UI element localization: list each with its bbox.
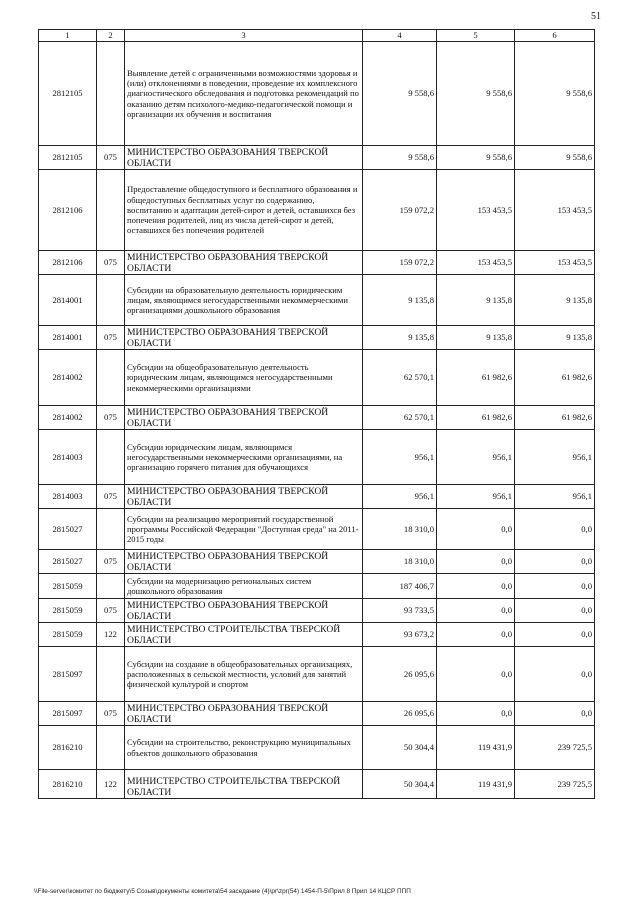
- value-cell: 62 570,1: [363, 406, 437, 430]
- value-cell: 0,0: [437, 574, 515, 599]
- value-cell: 0,0: [515, 509, 595, 550]
- value-cell: 18 310,0: [363, 550, 437, 574]
- value-cell: 9 558,6: [437, 146, 515, 170]
- value-cell: 9 135,8: [363, 275, 437, 326]
- code-cell: 2814001: [39, 326, 97, 350]
- column-header: 5: [437, 30, 515, 42]
- value-cell: 9 135,8: [515, 275, 595, 326]
- value-cell: 0,0: [515, 550, 595, 574]
- value-cell: 9 135,8: [437, 275, 515, 326]
- admin-code-cell: [97, 170, 125, 251]
- code-cell: 2815059: [39, 599, 97, 623]
- value-cell: 159 072,2: [363, 170, 437, 251]
- table-row: [39, 350, 595, 406]
- code-cell: 2816210: [39, 770, 97, 799]
- admin-code-cell: [97, 350, 125, 406]
- table-row: [39, 42, 595, 146]
- value-cell: 61 982,6: [515, 350, 595, 406]
- name-cell: Предоставление общедоступного и бесплатного образования и общедоступных бесплатных услуг по содержанию, воспитанию и адаптации детей-сирот и детей, оставшихся без попечения родителей, лиц из числа детей-сирот и детей, оставшихся без попечения родителей: [125, 170, 363, 251]
- code-cell: 2816210: [39, 726, 97, 770]
- name-cell: МИНИСТЕРСТВО ОБРАЗОВАНИЯ ТВЕРСКОЙ ОБЛАСТИ: [125, 599, 363, 623]
- value-cell: 956,1: [437, 485, 515, 509]
- code-cell: 2812106: [39, 251, 97, 275]
- admin-code-cell: 122: [97, 623, 125, 647]
- column-header: 4: [363, 30, 437, 42]
- code-cell: 2815059: [39, 623, 97, 647]
- value-cell: 9 558,6: [363, 146, 437, 170]
- name-cell: Выявление детей с ограниченными возможностями здоровья и (или) отклонениями в поведении, проведение их комплексного диагностического обследования и подготовка рекомендаций по оказанию детям психолого-медико-педагогической помощи и организации их обучения и воспитания: [125, 42, 363, 146]
- value-cell: 9 135,8: [515, 326, 595, 350]
- code-cell: 2815027: [39, 509, 97, 550]
- value-cell: 153 453,5: [437, 251, 515, 275]
- value-cell: 50 304,4: [363, 770, 437, 799]
- table-row: [39, 623, 595, 647]
- value-cell: 956,1: [363, 485, 437, 509]
- name-cell: МИНИСТЕРСТВО ОБРАЗОВАНИЯ ТВЕРСКОЙ ОБЛАСТИ: [125, 485, 363, 509]
- value-cell: 0,0: [515, 647, 595, 702]
- table-row: [39, 406, 595, 430]
- value-cell: 239 725,5: [515, 726, 595, 770]
- admin-code-cell: [97, 275, 125, 326]
- table-row: [39, 275, 595, 326]
- value-cell: 153 453,5: [515, 170, 595, 251]
- table-row: [39, 509, 595, 550]
- value-cell: 61 982,6: [437, 350, 515, 406]
- name-cell: МИНИСТЕРСТВО ОБРАЗОВАНИЯ ТВЕРСКОЙ ОБЛАСТИ: [125, 251, 363, 275]
- table-row: [39, 647, 595, 702]
- table-row: [39, 430, 595, 485]
- admin-code-cell: [97, 509, 125, 550]
- value-cell: 153 453,5: [515, 251, 595, 275]
- column-header: 3: [125, 30, 363, 42]
- value-cell: 0,0: [437, 702, 515, 726]
- table-row: [39, 574, 595, 599]
- admin-code-cell: [97, 430, 125, 485]
- name-cell: Субсидии на создание в общеобразовательных организациях, расположенных в сельской местности, условий для занятий физической культурой и спортом: [125, 647, 363, 702]
- name-cell: Субсидии юридическим лицам, являющимся негосударственными некоммерческими организациями, на организацию горячего питания для обучающихся: [125, 430, 363, 485]
- name-cell: Субсидии на общеобразовательную деятельность юридическим лицам, являющимся негосударственными некоммерческими организациями: [125, 350, 363, 406]
- table-row: [39, 251, 595, 275]
- admin-code-cell: 075: [97, 550, 125, 574]
- value-cell: 159 072,2: [363, 251, 437, 275]
- value-cell: 93 733,5: [363, 599, 437, 623]
- table-row: [39, 485, 595, 509]
- code-cell: 2815027: [39, 550, 97, 574]
- admin-code-cell: 075: [97, 485, 125, 509]
- budget-table: [38, 29, 595, 799]
- code-cell: 2815097: [39, 702, 97, 726]
- code-cell: 2814002: [39, 406, 97, 430]
- value-cell: 0,0: [437, 647, 515, 702]
- table-row: [39, 599, 595, 623]
- column-header: 1: [39, 30, 97, 42]
- value-cell: 0,0: [437, 623, 515, 647]
- admin-code-cell: 075: [97, 326, 125, 350]
- value-cell: 0,0: [437, 509, 515, 550]
- admin-code-cell: [97, 726, 125, 770]
- value-cell: 9 558,6: [515, 146, 595, 170]
- value-cell: 119 431,9: [437, 770, 515, 799]
- code-cell: 2814002: [39, 350, 97, 406]
- admin-code-cell: 075: [97, 146, 125, 170]
- table-row: [39, 550, 595, 574]
- value-cell: 9 558,6: [363, 42, 437, 146]
- value-cell: 0,0: [437, 550, 515, 574]
- admin-code-cell: 075: [97, 702, 125, 726]
- value-cell: 93 673,2: [363, 623, 437, 647]
- value-cell: 153 453,5: [437, 170, 515, 251]
- value-cell: 0,0: [437, 599, 515, 623]
- value-cell: 956,1: [363, 430, 437, 485]
- value-cell: 0,0: [515, 702, 595, 726]
- admin-code-cell: [97, 42, 125, 146]
- value-cell: 9 558,6: [437, 42, 515, 146]
- code-cell: 2812105: [39, 146, 97, 170]
- value-cell: 61 982,6: [437, 406, 515, 430]
- table-row: [39, 702, 595, 726]
- value-cell: 956,1: [515, 485, 595, 509]
- admin-code-cell: 075: [97, 599, 125, 623]
- value-cell: 18 310,0: [363, 509, 437, 550]
- value-cell: 26 095,6: [363, 647, 437, 702]
- value-cell: 62 570,1: [363, 350, 437, 406]
- name-cell: МИНИСТЕРСТВО СТРОИТЕЛЬСТВА ТВЕРСКОЙ ОБЛАСТИ: [125, 770, 363, 799]
- name-cell: МИНИСТЕРСТВО СТРОИТЕЛЬСТВА ТВЕРСКОЙ ОБЛАСТИ: [125, 623, 363, 647]
- value-cell: 9 135,8: [363, 326, 437, 350]
- column-header: 6: [515, 30, 595, 42]
- admin-code-cell: 075: [97, 251, 125, 275]
- value-cell: 187 406,7: [363, 574, 437, 599]
- column-header: 2: [97, 30, 125, 42]
- code-cell: 2815097: [39, 647, 97, 702]
- table-row: [39, 326, 595, 350]
- table-row: [39, 770, 595, 799]
- name-cell: Субсидии на реализацию мероприятий государственной программы Российской Федерации "Доступная среда" на 2011-2015 годы: [125, 509, 363, 550]
- value-cell: 0,0: [515, 599, 595, 623]
- code-cell: 2814001: [39, 275, 97, 326]
- name-cell: МИНИСТЕРСТВО ОБРАЗОВАНИЯ ТВЕРСКОЙ ОБЛАСТИ: [125, 702, 363, 726]
- value-cell: 9 135,8: [437, 326, 515, 350]
- page-number: 51: [591, 11, 601, 22]
- admin-code-cell: 075: [97, 406, 125, 430]
- table-row: [39, 146, 595, 170]
- code-cell: 2815059: [39, 574, 97, 599]
- value-cell: 119 431,9: [437, 726, 515, 770]
- value-cell: 26 095,6: [363, 702, 437, 726]
- name-cell: МИНИСТЕРСТВО ОБРАЗОВАНИЯ ТВЕРСКОЙ ОБЛАСТИ: [125, 326, 363, 350]
- code-cell: 2812105: [39, 42, 97, 146]
- table-row: [39, 726, 595, 770]
- name-cell: Субсидии на модернизацию региональных систем дошкольного образования: [125, 574, 363, 599]
- admin-code-cell: 122: [97, 770, 125, 799]
- column-number-row: [39, 30, 595, 42]
- table-row: [39, 170, 595, 251]
- name-cell: МИНИСТЕРСТВО ОБРАЗОВАНИЯ ТВЕРСКОЙ ОБЛАСТИ: [125, 146, 363, 170]
- code-cell: 2812106: [39, 170, 97, 251]
- code-cell: 2814003: [39, 485, 97, 509]
- value-cell: 0,0: [515, 574, 595, 599]
- name-cell: МИНИСТЕРСТВО ОБРАЗОВАНИЯ ТВЕРСКОЙ ОБЛАСТИ: [125, 406, 363, 430]
- value-cell: 0,0: [515, 623, 595, 647]
- value-cell: 956,1: [437, 430, 515, 485]
- code-cell: 2814003: [39, 430, 97, 485]
- file-path-footer: \\File-server\комитет по бюджету\5 Созыв\документы комитета\54 заседание (4)\pr\zpr(54) 1454-П-5\Прил 8 Прил 14 КЦСР ППП: [34, 888, 411, 895]
- admin-code-cell: [97, 647, 125, 702]
- name-cell: Субсидии на образовательную деятельность юридическим лицам, являющимся негосударственными некоммерческими организациями дошкольного образования: [125, 275, 363, 326]
- value-cell: 9 558,6: [515, 42, 595, 146]
- value-cell: 239 725,5: [515, 770, 595, 799]
- name-cell: МИНИСТЕРСТВО ОБРАЗОВАНИЯ ТВЕРСКОЙ ОБЛАСТИ: [125, 550, 363, 574]
- admin-code-cell: [97, 574, 125, 599]
- value-cell: 956,1: [515, 430, 595, 485]
- value-cell: 61 982,6: [515, 406, 595, 430]
- name-cell: Субсидии на строительство, реконструкцию муниципальных объектов дошкольного образования: [125, 726, 363, 770]
- value-cell: 50 304,4: [363, 726, 437, 770]
